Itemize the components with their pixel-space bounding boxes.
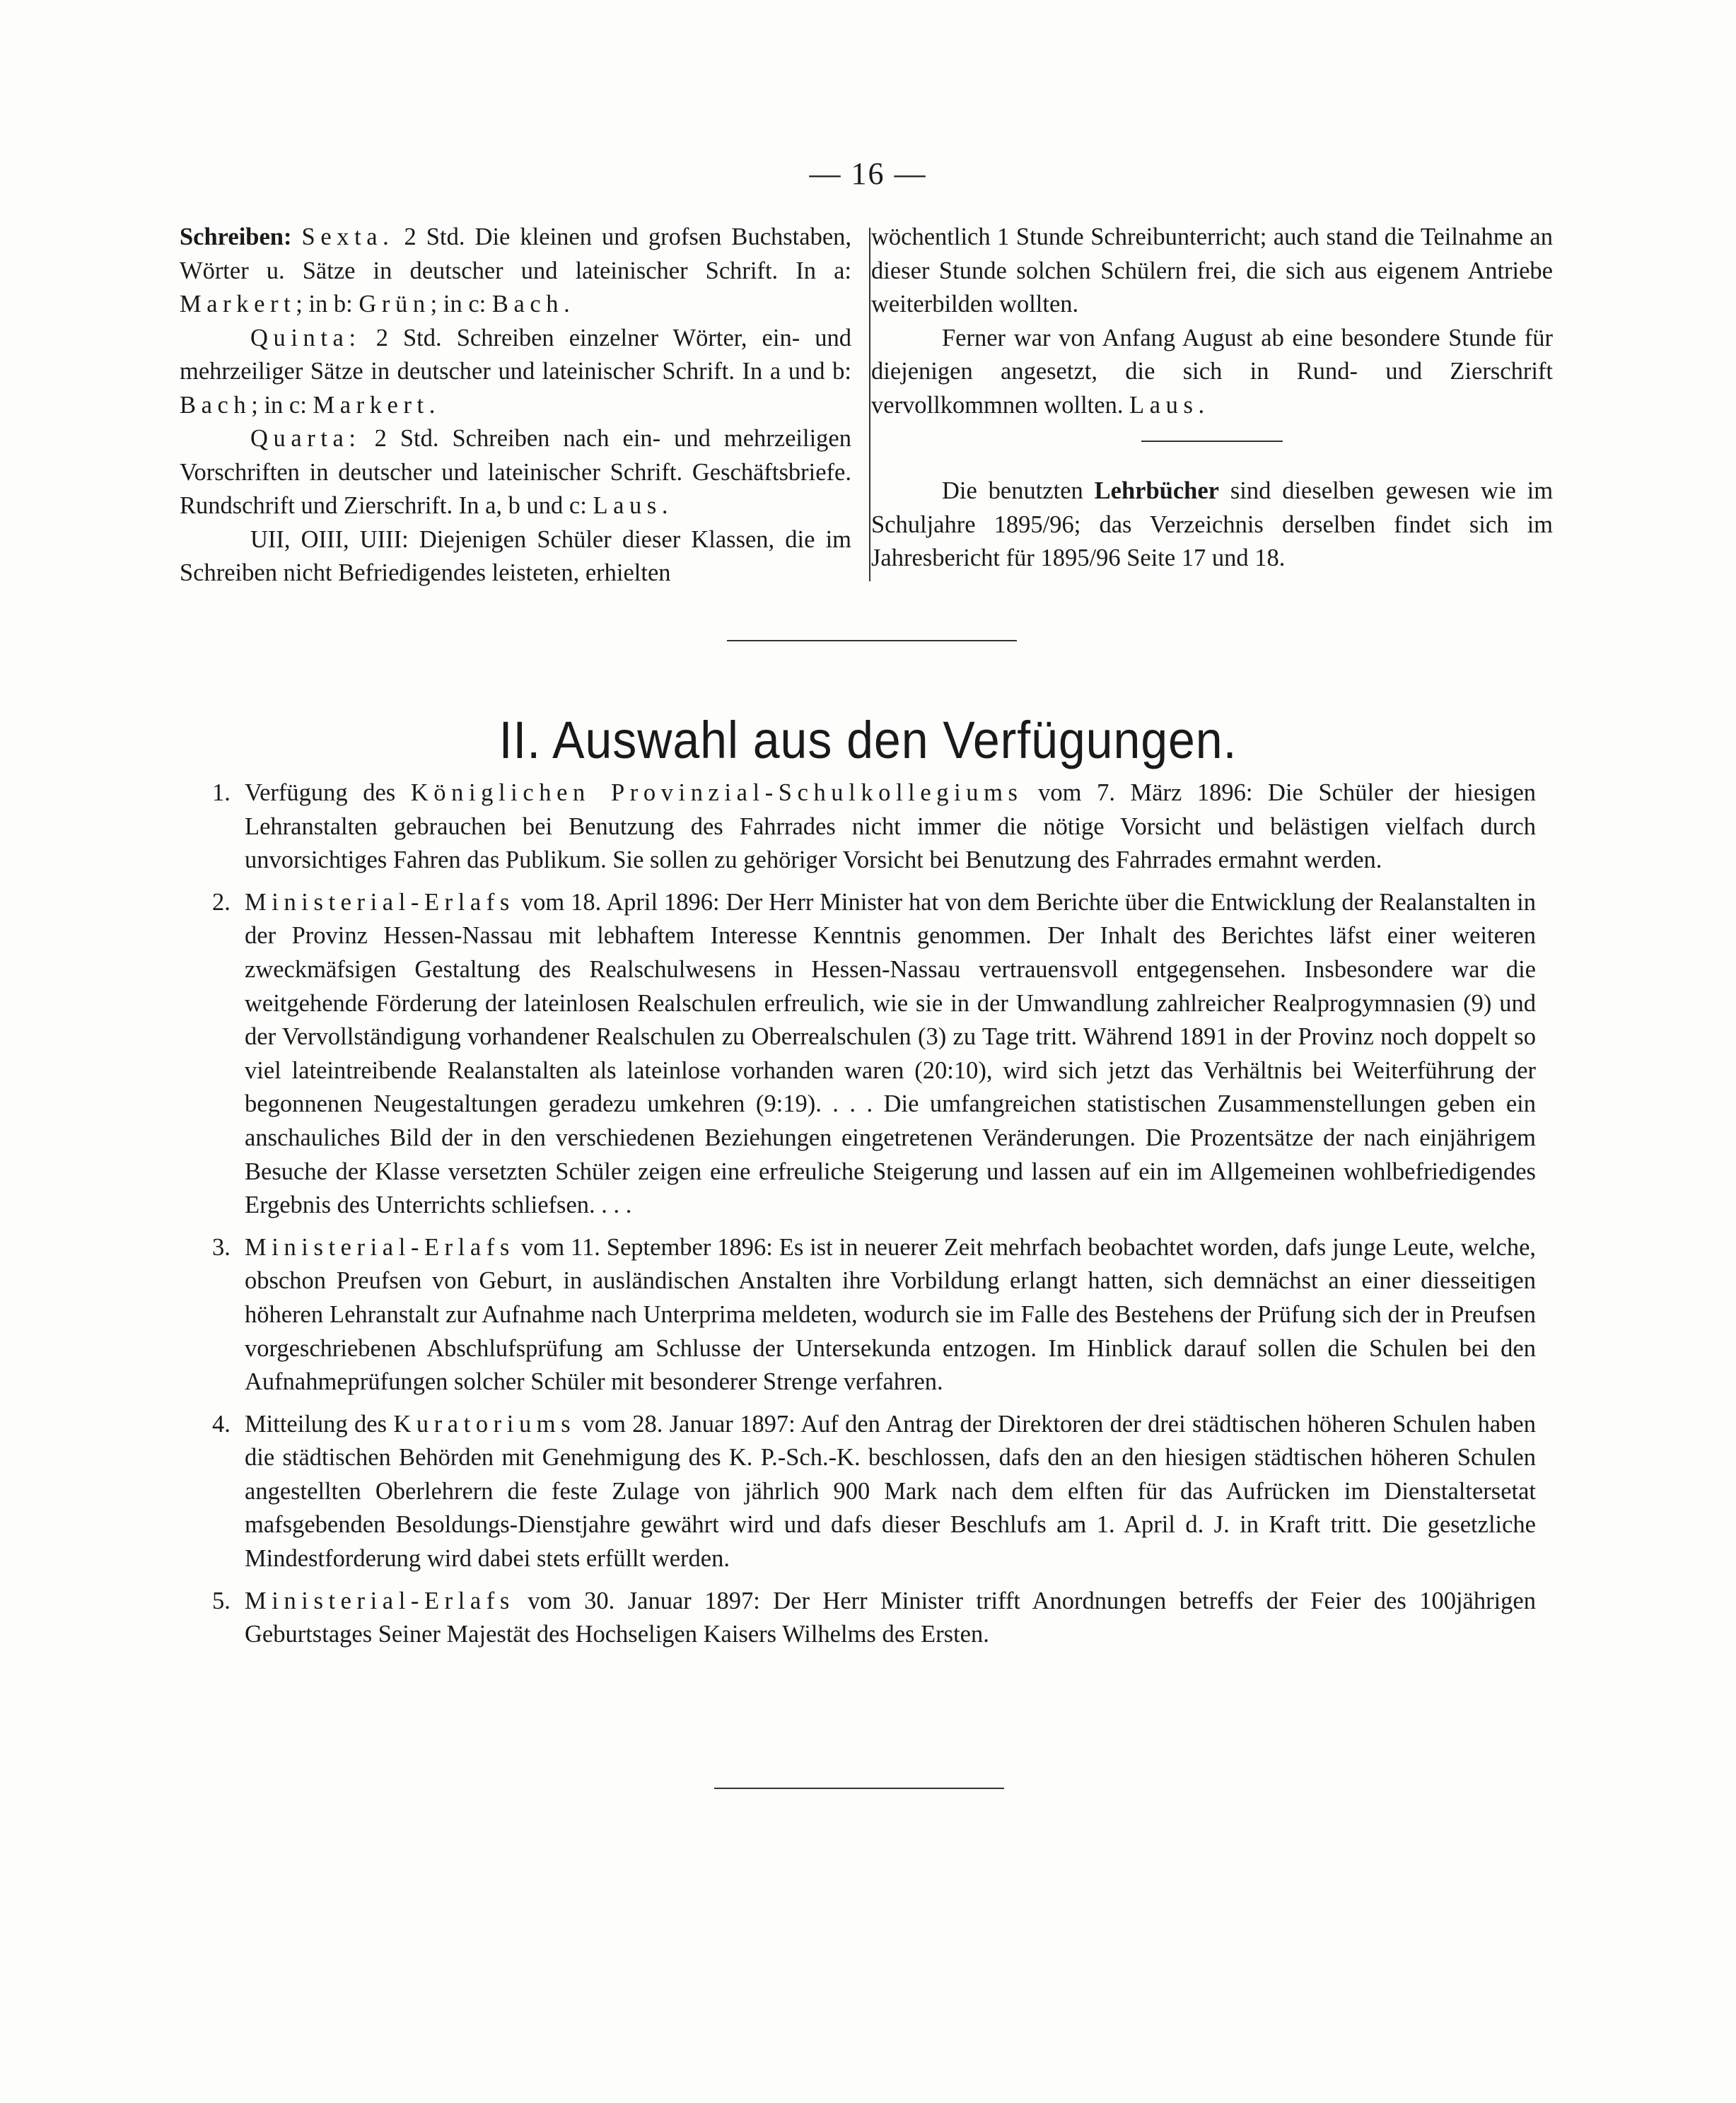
decree-lead: Mitteilung des [245,1410,387,1438]
teacher-name: Laus [1129,391,1199,419]
decree-number: 3. [212,1233,231,1261]
quarta-label: Quarta: [250,425,361,452]
sexta-text: 2 Std. Die kleinen und grofsen Buchstaben, Wörter u. Sätze in deutscher und lateinischer Schrift. In a: [180,223,852,284]
section-divider [727,640,1017,641]
decree-text: vom 30. Januar 1897: Der Herr Minister trifft Anordnungen betreffs der Feier des 100jährigen Geburtstages Seiner Majestät des Hochseligen Kaisers Wilhelms des Ersten. [245,1587,1536,1648]
text-fragment: sind dieselben gewesen wie im Schuljahre 1895/96; das Verzeichnis derselben findet sich im Jahresbericht für 1895/96 Seite 17 und 18. [871,477,1554,571]
quarta-text: 2 Std. Schreiben nach ein- und mehrzeiligen Vorschriften in deutscher und lateinischer Schrift. Geschäftsbriefe. Rundschrift und Zierschrift. In a, b und c: [180,425,851,519]
sexta-label: Sexta. [301,223,395,250]
text-fragment: Ferner war von Anfang August ab eine besondere Stunde für diejenigen angesetzt, die sich in Rund- und Zierschrift vervollkommnen wollten. [871,324,1553,419]
left-column [180,221,851,590]
decree-issuer: Ministerial-Erlafs [245,888,515,916]
section-title: II. Auswahl aus den Verfügungen. [499,711,1237,769]
decree-item [212,1585,1536,1652]
decree-number: 5. [212,1587,231,1614]
teacher-name: Bach [491,291,564,318]
sexta-paragraph [180,221,851,322]
quinta-paragraph [180,322,851,423]
text-fragment: . [429,391,436,419]
decree-lead: Verfügung des [245,779,396,806]
decree-text: vom 7. März 1896: Die Schüler der hiesigen Lehranstalten gebrauchen bei Benutzung des Fahrrades nicht immer die nötige Vorsicht und belästigen vielfach durch unvorsichtiges Fahren das Publikum. Sie sollen zu gehöriger Vorsicht bei Benutzung des Fahrrades ermahnt werden. [245,779,1537,874]
quarta-paragraph [180,422,851,523]
decree-item [212,1231,1536,1399]
text-fragment: . [661,492,668,519]
decree-number: 4. [212,1410,231,1438]
decree-item [212,886,1536,1223]
uii-paragraph: UII, OIII, UIII: Diejenigen Schüler dieser Klassen, die im Schreiben nicht Befriedigendes leisteten, erhielten [180,525,851,586]
short-divider [1141,441,1283,442]
quinta-label: Quinta: [250,324,361,351]
decree-item [212,1408,1536,1576]
decrees-list [212,776,1536,1660]
decree-number: 1. [212,779,231,806]
page-number: — 16 — [809,156,927,191]
text-fragment: ; in c: [251,391,307,419]
text-fragment: ; in b: [296,291,353,318]
decree-text: vom 18. April 1896: Der Herr Minister hat von dem Berichte über die Entwicklung der Realanstalten in der Provinz Hessen-Nassau mit lebhaftem Interesse Kenntnis genommen. Der Inhalt des Berichtes läfst einer weiteren zweckmäfsigen Gestaltung des Realschulwesens in Hessen-Nassau vertrauensvoll entgegensehen. Insbesondere war die weitgehende Förderung der lateinlosen Realschulen erfreulich, wie sie in der Umwandlung zahlreicher Realprogymnasien (9) und der Vervollständigung vorhandener Realschulen zu Oberrealschulen (3) zu Tage tritt. Während 1891 in der Provinz noch doppelt so viel lateintreibende Realanstalten als lateinlose vorhanden waren (20:10), wird sich jetzt das Verhältnis bei Weiterführung der begonnenen Neugestaltungen geradezu umkehren (9:19). . . . Die umfangreichen statistischen Zusammenstellungen geben ein anschauliches Bild der in den verschiedenen Beziehungen eingetretenen Veränderungen. Die Prozentsätze der nach einjährigem Besuche der Klasse versetzten Schüler zeigen eine erfreuliche Steigerung und lassen auf ein im Allgemeinen wohlbefriedigendes Ergebnis des Unterrichts schliefsen. . . . [245,888,1536,1219]
right-column [871,221,1553,576]
right-paragraph-3 [871,474,1553,576]
right-paragraph-2 [871,322,1553,423]
text-fragment: . [1198,391,1205,419]
decree-issuer: Königlichen Provinzial-Schulkollegiums [410,779,1023,806]
decree-item [212,776,1536,878]
decree-issuer: Ministerial-Erlafs [245,1233,515,1261]
teacher-name: Markert [313,391,429,419]
teacher-name: Markert [180,291,296,318]
schreiben-heading: Schreiben: [180,223,292,250]
column-divider [869,228,870,581]
decree-issuer: Ministerial-Erlafs [245,1587,515,1614]
lehrbuecher-term: Lehrbücher [1094,477,1219,504]
text-fragment: . [564,291,570,318]
decree-text: vom 11. September 1896: Es ist in neuerer Zeit mehrfach beobachtet worden, dafs junge Leute, welche, obschon Preufsen von Geburt, in ausländischen Anstalten ihre Vorbildung erlangt hatten, sich demnächst an einer diesseitigen höheren Lehranstalt zur Aufnahme nach Unterprima meldeten, wodurch sie im Falle des Bestehens der Prüfung sich der in Preufsen vorgeschriebenen Abschlufsprüfung am Schlusse der Untersekunda entzogen. Im Hinblick darauf sollen die Schulen bei den Aufnahmeprüfungen solcher Schüler mit besonderer Strenge verfahren. [245,1233,1537,1396]
teacher-name: Grün [359,291,431,318]
end-divider [714,1788,1004,1789]
quinta-text: 2 Std. Schreiben einzelner Wörter, ein- und mehrzeiliger Sätze in deutscher und lateinischer Schrift. In a und b: [180,324,852,385]
text-fragment: Die benutzten [942,477,1083,504]
text-fragment: ; in c: [430,291,487,318]
teacher-name: Laus [593,492,662,519]
teacher-name: Bach [180,391,252,419]
right-paragraph-1: wöchentlich 1 Stunde Schreibunterricht; auch stand die Teilnahme an dieser Stunde solchen Schülern frei, die sich aus eigenem Antriebe weiterbilden wollten. [871,223,1553,318]
decree-text: vom 28. Januar 1897: Auf den Antrag der Direktoren der drei städtischen höheren Schulen haben die städtischen Behörden mit Genehmigung des K. P.-Sch.-K. beschlossen, dafs den an den hiesigen städtischen höheren Schulen angestellten Oberlehrern die feste Zulage von jährlich 900 Mark nach dem elften für das Aufrücken im Dienstaltersetat mafsgebenden Besoldungs-Dienstjahre gewährt wird und dafs dieser Beschlufs am 1. April d. J. in Kraft tritt. Die gesetzliche Mindestforderung wird dabei stets erfüllt werden. [245,1410,1536,1573]
decree-number: 2. [212,888,231,916]
decree-issuer: Kuratoriums [393,1410,576,1438]
